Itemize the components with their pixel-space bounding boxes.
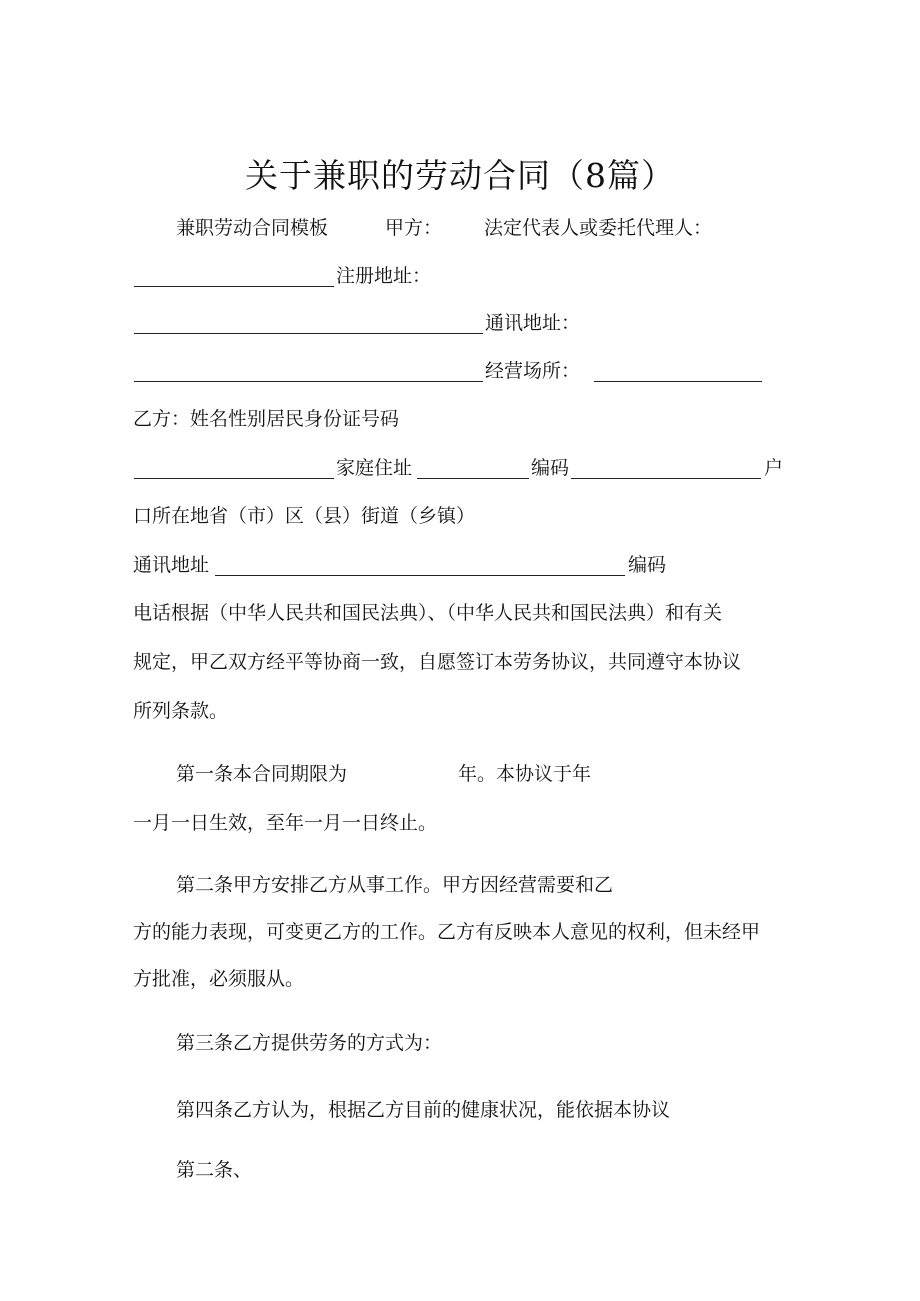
party-b-contact-address-label: 通讯地址	[133, 554, 210, 576]
preamble-line-3: 所列条款。	[133, 700, 229, 722]
party-b-contact-address-blank	[215, 575, 625, 576]
article-1-part-a: 第一条本合同期限为	[176, 763, 348, 785]
home-address-blank	[417, 478, 529, 479]
article-2-line-1: 第二条甲方安排乙方从事工作。甲方因经营需要和乙	[176, 874, 614, 896]
template-label: 兼职劳动合同模板	[176, 217, 329, 239]
business-premises-label: 经营场所：	[485, 360, 581, 382]
business-premises-blank-left	[134, 381, 483, 382]
article-1-part-b: 年。本协议于年	[458, 763, 592, 785]
article-2-line-3: 方批准，必须服从。	[133, 968, 305, 990]
preamble-line-1: 电话根据（中华人民共和国民法典）、（中华人民共和国民法典）和有关	[133, 602, 723, 624]
party-b-info: 乙方：姓名性别居民身份证号码	[133, 408, 400, 430]
article-2-line-2: 方的能力表现，可变更乙方的工作。乙方有反映本人意见的权利，但未经甲	[133, 921, 761, 943]
contact-address-label: 通讯地址：	[485, 312, 581, 334]
article-4: 第四条乙方认为，根据乙方目前的健康状况，能依据本协议	[176, 1099, 671, 1121]
home-address-label: 家庭住址	[336, 457, 413, 479]
registered-address-label: 注册地址：	[336, 265, 432, 287]
article-4-continuation: 第二条、	[176, 1159, 253, 1181]
contact-address-blank	[134, 333, 483, 334]
article-1-line-2: 一月一日生效，至年一月一日终止。	[133, 812, 438, 834]
party-a-label: 甲方：	[385, 217, 443, 239]
postcode-blank-1	[571, 478, 761, 479]
document-title: 关于兼职的劳动合同（8篇）	[245, 156, 675, 195]
postcode-label-1: 编码	[531, 457, 570, 479]
representative-label: 法定代表人或委托代理人：	[484, 217, 713, 239]
hukou-start: 户	[764, 457, 784, 479]
party-b-name-blank	[134, 478, 334, 479]
postcode-label-2: 编码	[628, 554, 667, 576]
hukou-line: 口所在地省（市）区（县）街道（乡镇）	[133, 505, 476, 527]
business-premises-blank-right	[594, 381, 762, 382]
article-3: 第三条乙方提供劳务的方式为：	[176, 1032, 443, 1054]
registered-address-blank	[134, 286, 334, 287]
preamble-line-2: 规定，甲乙双方经平等协商一致，自愿签订本劳务协议，共同遵守本协议	[133, 651, 742, 673]
